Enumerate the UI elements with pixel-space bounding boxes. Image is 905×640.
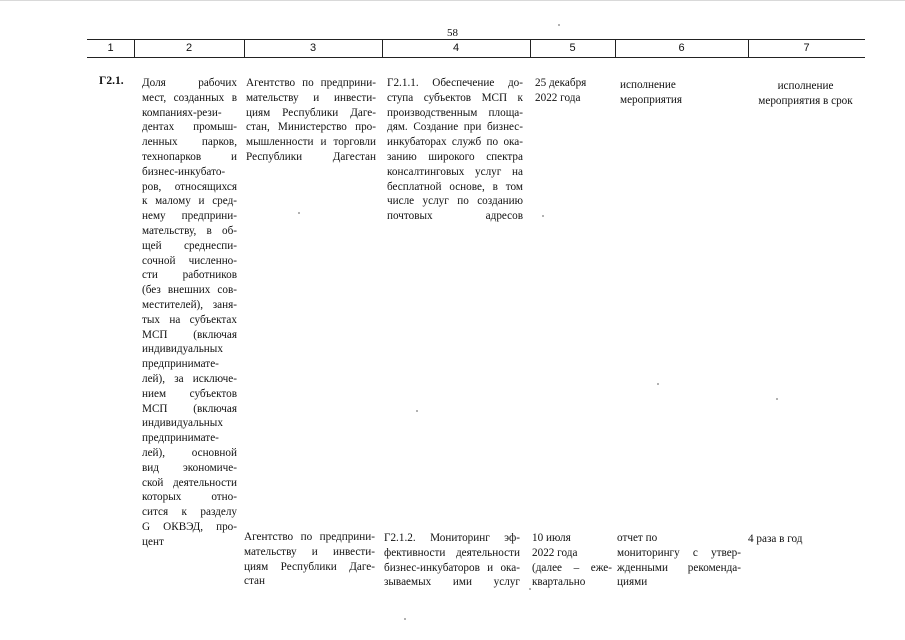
text-line: бизнес-инкубаторов и ока- xyxy=(384,561,520,574)
text-line: 10 июля xyxy=(532,532,571,544)
text-line: инкубаторах служб по ока- xyxy=(387,136,523,149)
text-line: Г2.1.1. Обеспечение до- xyxy=(387,77,523,89)
text-line: (без внешних сов- xyxy=(142,284,237,297)
text-line: числе услуг по созданию xyxy=(387,195,523,208)
text-line: G ОКВЭД, про- xyxy=(142,520,237,533)
text-line: 2022 года xyxy=(532,546,578,559)
text-line: технопарков и xyxy=(142,150,237,163)
text-line: мательству и инвести- xyxy=(244,545,375,558)
page-number: 58 xyxy=(447,27,458,39)
col-number-6: 6 xyxy=(678,42,685,54)
text-line: мательству, в об- xyxy=(142,224,237,237)
text-line: 25 декабря xyxy=(535,77,587,89)
text-line: исполнение xyxy=(777,80,834,92)
text-line: отчет по xyxy=(617,532,658,544)
measure-cell xyxy=(384,531,520,590)
text-line: ров, относящихся xyxy=(142,180,237,193)
scan-speck xyxy=(529,588,531,590)
col-number-5: 5 xyxy=(569,42,576,54)
scan-speck xyxy=(298,212,300,214)
text-line: бизнес-инкубато- xyxy=(142,165,226,178)
text-line: индивидуальных xyxy=(142,343,223,356)
control-cell xyxy=(748,79,863,109)
text-line: стан, Министерство про- xyxy=(246,121,376,134)
text-line: МСП (включая xyxy=(142,328,237,341)
text-line: индивидуальных xyxy=(142,417,223,430)
text-line: Республики Дагестан xyxy=(246,150,376,163)
text-line: лей), основной xyxy=(142,446,237,459)
text-line: бесплатной основе, в том xyxy=(387,180,523,193)
text-line: консалтинговых услуг на xyxy=(387,165,523,178)
text-line: дям. Создание при бизнес- xyxy=(387,121,523,134)
col-number-3: 3 xyxy=(309,42,317,54)
text-line: которых отно- xyxy=(142,491,237,504)
scan-speck xyxy=(558,24,560,26)
text-line: нему предприни- xyxy=(142,210,237,223)
text-line: фективности деятельности xyxy=(384,546,520,559)
scan-speck xyxy=(542,215,544,217)
row-code: Г2.1. xyxy=(99,75,124,87)
column-number-header xyxy=(87,39,865,58)
deadline-cell xyxy=(532,531,612,590)
text-line: 4 раза в год xyxy=(748,533,803,545)
text-line: стан xyxy=(244,575,265,588)
text-line: Агентство по предприни- xyxy=(244,531,375,543)
text-line: исполнение xyxy=(620,79,676,91)
scan-speck xyxy=(404,618,406,620)
col-number-7: 7 xyxy=(803,42,810,54)
text-line: Г2.1.2. Мониторинг эф- xyxy=(384,532,520,544)
text-line: ступа субъектов МСП к xyxy=(387,91,523,104)
text-line: зываемых ими услуг xyxy=(384,576,520,589)
deadline-cell xyxy=(535,76,613,106)
text-line: вид экономиче- xyxy=(142,461,237,474)
col-number-4: 4 xyxy=(452,42,460,54)
text-line: к малому и сред- xyxy=(142,195,237,208)
measure-cell xyxy=(387,76,523,224)
col-number-1: 1 xyxy=(107,42,114,54)
text-line: МСП (включая xyxy=(142,402,237,415)
text-line: жденными рекоменда- xyxy=(617,561,741,574)
text-line: дентах промыш- xyxy=(142,121,237,134)
text-line: (далее – еже- xyxy=(532,561,612,574)
text-line: циям Республики Даге- xyxy=(244,560,375,573)
text-line: занию широкого спектра xyxy=(387,150,523,163)
text-line: сится к разделу xyxy=(142,506,237,519)
text-line: нием субъектов xyxy=(142,387,237,400)
text-line: почтовых адресов xyxy=(387,210,523,223)
responsible-cell xyxy=(244,530,375,589)
text-line: мероприятия в срок xyxy=(758,94,853,107)
text-line: мероприятия xyxy=(620,93,682,106)
indicator-cell xyxy=(142,76,237,550)
scan-speck xyxy=(416,410,418,412)
text-line: местителей), заня- xyxy=(142,298,237,311)
text-line: мониторингу с утвер- xyxy=(617,546,741,559)
text-line: цент xyxy=(142,535,164,548)
text-line: щей среднеспи- xyxy=(142,239,237,252)
text-line: мательству и инвести- xyxy=(246,91,376,104)
text-line: ленных парков, xyxy=(142,136,237,149)
text-line: мест, созданных в xyxy=(142,91,237,104)
text-line: квартально xyxy=(532,576,586,589)
text-line: лей), за исключе- xyxy=(142,372,237,385)
scan-edge xyxy=(0,0,905,1)
responsible-cell xyxy=(246,76,376,165)
scan-speck xyxy=(776,398,778,400)
text-line: циям Республики Даге- xyxy=(246,106,376,119)
text-line: мышленности и торговли xyxy=(246,136,376,149)
text-line: 2022 года xyxy=(535,91,581,104)
text-line: производственным площа- xyxy=(387,106,523,119)
text-line: Агентство по предприни- xyxy=(246,77,376,89)
col-number-2: 2 xyxy=(185,42,193,54)
text-line: компаниях-рези- xyxy=(142,106,222,119)
text-line: сти работников xyxy=(142,269,237,282)
result-cell xyxy=(617,531,741,590)
text-line: Доля рабочих xyxy=(142,77,237,89)
text-line: предпринимате- xyxy=(142,358,219,371)
text-line: циями xyxy=(617,576,648,589)
control-cell xyxy=(748,532,858,547)
text-line: ской деятельности xyxy=(142,476,237,489)
result-cell xyxy=(620,78,745,108)
text-line: сочной численно- xyxy=(142,254,237,267)
text-line: тых на субъектах xyxy=(142,313,237,326)
text-line: предпринимате- xyxy=(142,432,219,445)
scan-speck xyxy=(657,383,659,385)
